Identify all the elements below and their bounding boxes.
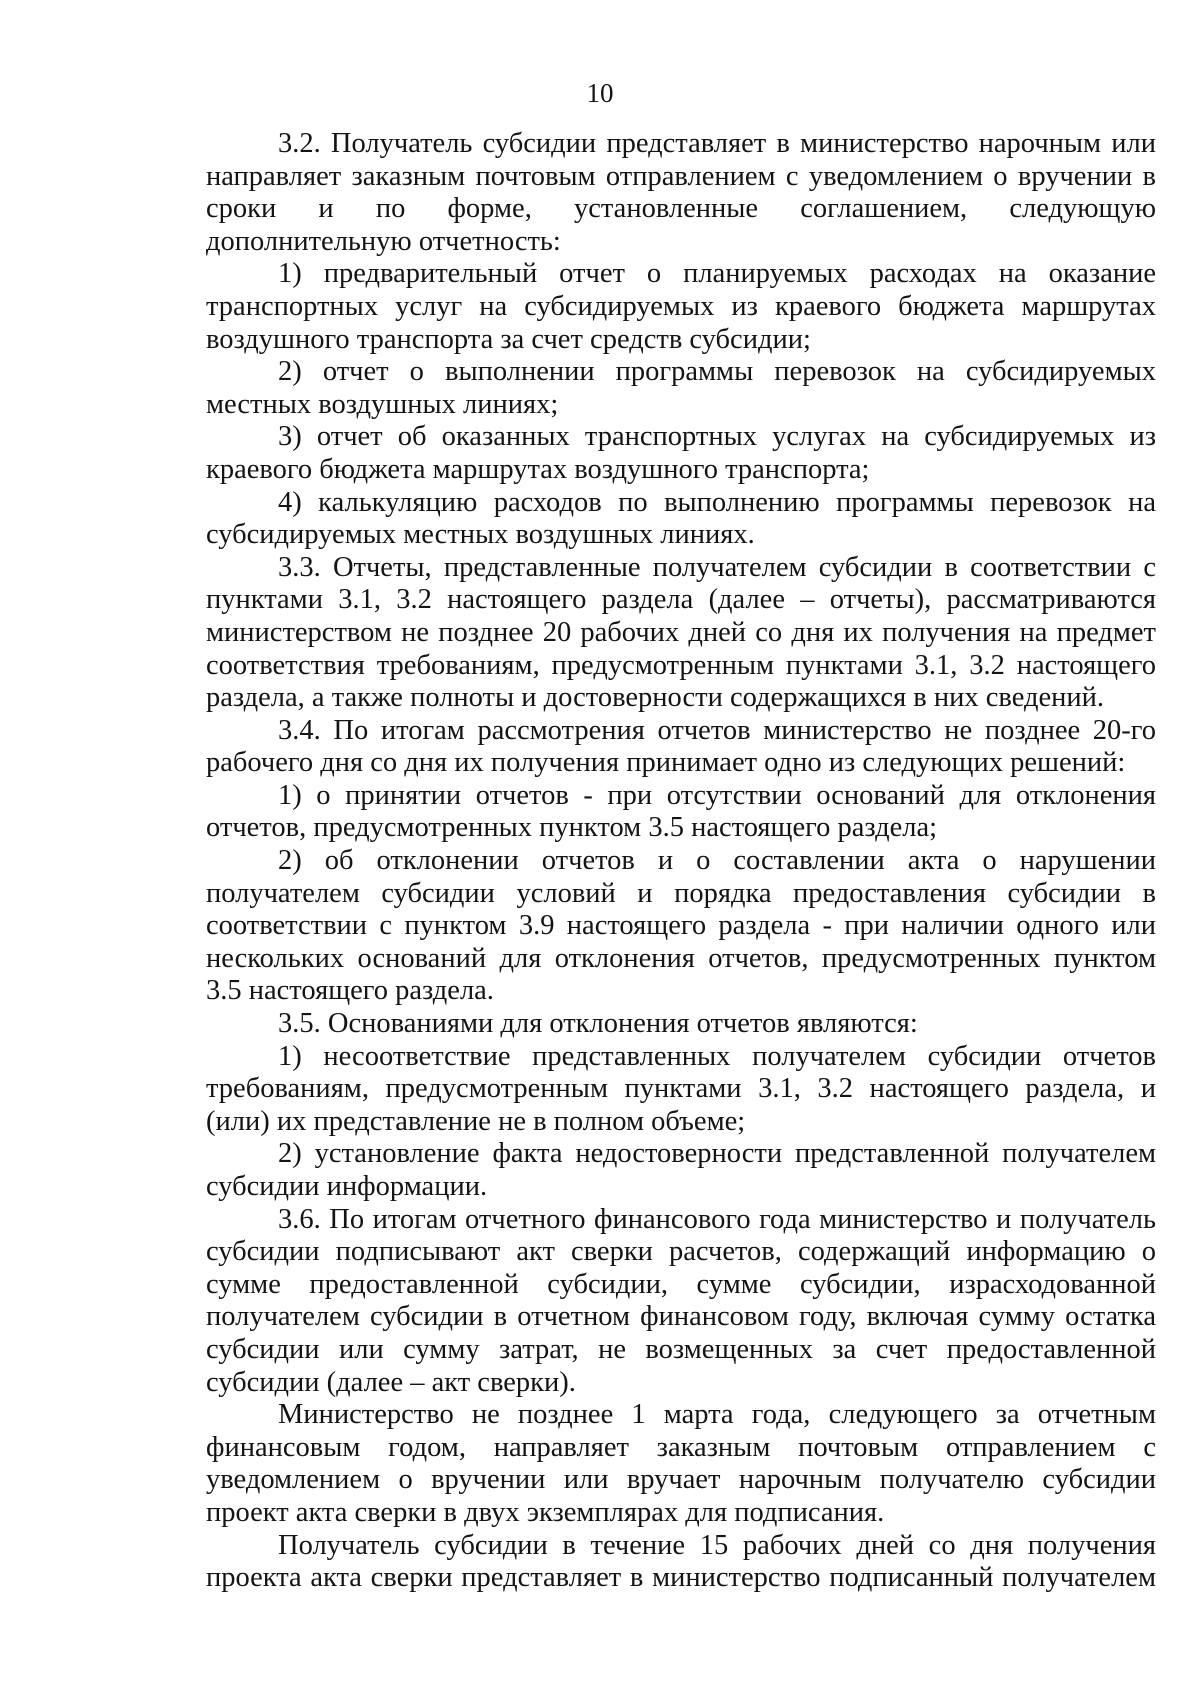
list-item-program-report: 2) отчет о выполнении программы перевозок на субсидируемых местных воздушных линиях; xyxy=(206,356,1156,420)
page-number: 10 xyxy=(586,78,614,108)
paragraph-recipient-signing: Получатель субсидии в течение 15 рабочих дней со дня получения проекта акта сверки представляет в министерство подписанный получателем xyxy=(206,1529,1156,1594)
list-item-preliminary-report: 1) предварительный отчет о планируемых расходах на оказание транспортных услуг на субсидируемых из краевого бюджета маршрутах воздушного транспорта за счет средств субсидии; xyxy=(206,258,1156,355)
list-item-unreliable-info: 2) установление факта недостоверности представленной получателем субсидии информации. xyxy=(206,1138,1156,1202)
document-body xyxy=(206,128,1156,1595)
list-item-reject-reports: 2) об отклонении отчетов и о составлении акта о нарушении получателем субсидии условий и порядка предоставления субсидии в соответствии с пунктом 3.9 настоящего раздела - при наличии одного или нескольких оснований для отклонения отчетов, предусмотренных пунктом 3.5 настоящего раздела. xyxy=(206,845,1156,1007)
paragraph-3-6: 3.6. По итогам отчетного финансового года министерство и получатель субсидии подписывают акт сверки расчетов, содержащий информацию о сумме предоставленной субсидии, сумме субсидии, израсходованной получателем субсидии в отчетном финансовом году, включая сумму остатка субсидии или сумму затрат, не возмещенных за счет предоставленной субсидии (далее – акт сверки). xyxy=(206,1203,1156,1398)
list-item-cost-calculation: 4) калькуляцию расходов по выполнению программы перевозок на субсидируемых местных воздушных линиях. xyxy=(206,486,1156,551)
paragraph-ministry-deadline: Министерство не позднее 1 марта года, следующего за отчетным финансовым годом, направляет заказным почтовым отправлением с уведомлением о вручении или вручает нарочным получателю субсидии проект акта сверки в двух экземплярах для подписания. xyxy=(206,1399,1156,1528)
paragraph-3-5: 3.5. Основаниями для отклонения отчетов являются: xyxy=(278,1008,918,1040)
list-item-noncompliance: 1) несоответствие представленных получателем субсидии отчетов требованиям, предусмотренным пунктами 3.1, 3.2 настоящего раздела, и (или) их представление не в полном объеме; xyxy=(206,1040,1156,1137)
paragraph-3-3: 3.3. Отчеты, представленные получателем субсидии в соответствии с пунктами 3.1, 3.2 настоящего раздела (далее – отчеты), рассматриваются министерством не позднее 20 рабочих дней со дня их получения на предмет соответствия требованиям, предусмотренным пунктами 3.1, 3.2 настоящего раздела, а также полноты и достоверности содержащихся в них сведений. xyxy=(206,551,1156,714)
list-item-accept-reports: 1) о принятии отчетов - при отсутствии оснований для отклонения отчетов, предусмотренных пунктом 3.5 настоящего раздела; xyxy=(206,779,1156,844)
paragraph-3-4: 3.4. По итогам рассмотрения отчетов министерство не позднее 20-го рабочего дня со дня их получения принимает одно из следующих решений: xyxy=(206,714,1156,779)
list-item-services-report: 3) отчет об оказанных транспортных услугах на субсидируемых из краевого бюджета маршрутах воздушного транспорта; xyxy=(206,421,1156,485)
paragraph-3-2: 3.2. Получатель субсидии представляет в министерство нарочным или направляет заказным почтовым отправлением с уведомлением о вручении в сроки и по форме, установленные соглашением, следующую дополнительную отчетность: xyxy=(206,128,1156,257)
